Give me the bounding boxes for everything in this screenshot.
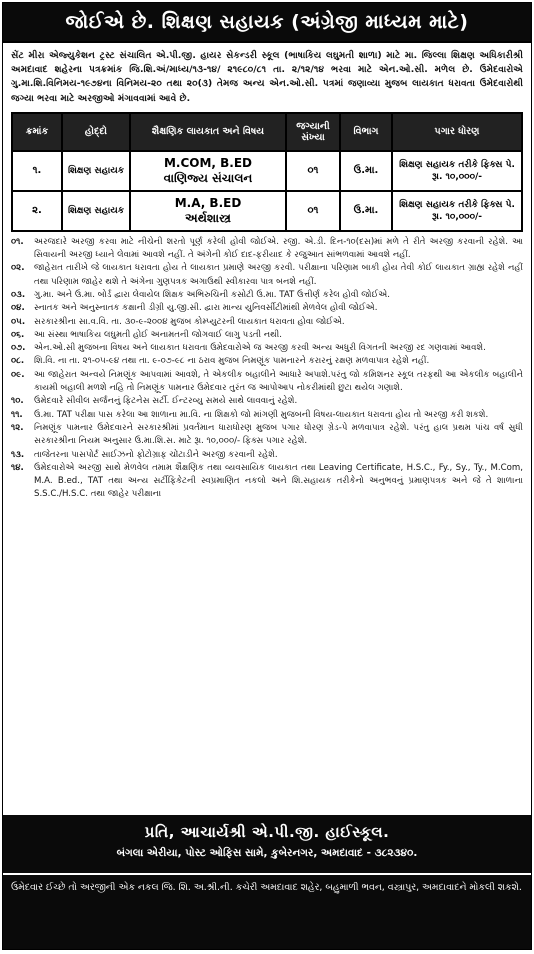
term-number: ૧૪. [11, 462, 24, 473]
col-header-qualification: શૈક્ષણિક લાયકાત અને વિષય [130, 113, 286, 151]
address-block [3, 815, 531, 873]
term-text: એન.ઓ.સી મુજબના વિષય અને લાયકાત ધરાવતા ઉમેદવારોએ જ અરજી કરવી અન્ય અધુરી વિગતની અરજી રદ ગણવામાં આવશે. [34, 343, 486, 354]
posts-table-wrap [3, 108, 531, 232]
qualification-degree: M.A, B.ED [174, 195, 242, 210]
term-text: તાજેતરના પાસપોર્ટ સાઈઝનો ફોટોગ્રાફ ચોંટાડીને અરજી કરવાની રહેશે. [34, 449, 278, 460]
col-header-no: ક્રમાંક [12, 113, 62, 151]
qualification-subject: વાણિજ્ય સંચાલન [163, 170, 253, 185]
cell-pay: શિક્ષણ સહાયક તરીકે ફિક્સ પે. રૂા. ૧૦,૦૦૦/- [392, 151, 522, 191]
list-item [11, 262, 523, 289]
term-text: ઉ.મા. TAT પરીક્ષા પાસ કરેલા આ શાળાના મા.વિ. ના શિક્ષકો જો માંગણી મુજબની વિષય-લાયકાત ધરાવતા હોય તો અરજી કરી શકશે. [34, 409, 489, 420]
list-item [11, 422, 523, 449]
cell-no: ૧. [12, 151, 62, 191]
term-number: ૦૪. [11, 303, 25, 314]
table-header-row [12, 113, 522, 151]
list-item [11, 316, 523, 329]
term-number: ૧૧. [11, 409, 23, 420]
list-item [11, 395, 523, 408]
col-header-pay: પગાર ધોરણ [392, 113, 522, 151]
col-header-count: જગ્યાની સંખ્યા [286, 113, 340, 151]
list-item [11, 342, 523, 355]
term-text: નિમણૂંક પામનાર ઉમેદવારને સરકારશ્રીમાં પ્રવર્તમાન ધારાધોરણ મુજબ પગાર ધોરણ ગ્રેડ-પે મળવાપાત્ર રહેશે. પરંતુ હાલ પ્રથમ પાંચ વર્ષ સુધી સરકારશ્રીના નિયમ અનુસાર ઉ.મા.શિ.સ. માટે રૂા. ૧૦,૦૦૦/- ફિક્સ પગાર રહેશે. [34, 422, 523, 447]
posts-table [11, 112, 523, 232]
col-header-post: હોદ્દો [62, 113, 130, 151]
list-item [11, 409, 523, 422]
cell-post: શિક્ષણ સહાયક [62, 151, 130, 191]
footer-note: ઉમેદવાર ઈચ્છે તો અરજીની એક નકલ જિ. શિ. અ.શ્રી.ની. કચેરી અમદાવાદ શહેર, બહુમાળી ભવન, વસ્ત્રાપુર, અમદાવાદને મોકલી શકશે. [3, 873, 531, 949]
col-header-dept: વિભાગ [340, 113, 392, 151]
qualification-degree: M.COM, B.ED [163, 155, 253, 170]
list-item [11, 369, 523, 396]
term-number: ૦૧. [11, 236, 24, 247]
cell-count: ૦૧ [286, 191, 340, 231]
cell-qualification [130, 151, 286, 191]
term-number: ૦૨. [11, 263, 25, 274]
term-text: અરજદારે અરજી કરવા માટે નીચેની શરતો પૂર્ણ કરેલી હોવી જોઈએ. રજી. એ.ડી. દિન-૧૦(દસ)માં મળે તે રીતે અરજી કરવાની રહેશે. આ સિવાયની અરજી ધ્યાને લેવામાં આવશે નહીં. તે અંગેની કોઈ દાદ-ફરીયાદ કે રજુઆત સાંભળવામાં આવશે નહીં. [34, 236, 523, 261]
cell-dept: ઉ.મા. [340, 191, 392, 231]
list-item [11, 236, 523, 263]
list-item [11, 302, 523, 315]
term-number: ૦૩. [11, 290, 26, 300]
term-number: ૧૦. [11, 396, 24, 407]
cell-pay: શિક્ષણ સહાયક તરીકે ફિક્સ પે. રૂા. ૧૦,૦૦૦/- [392, 191, 522, 231]
bottom-box [3, 815, 531, 949]
intro-paragraph: સેંટ મીરા એજ્યુકેશન ટ્રસ્ટ સંચાલિત એ.પી.જી. હાયર સેકન્ડરી સ્કૂલ (ભાષાકિય લઘુમતી શાળા) માટે મા. જિલ્લા શિક્ષણ અધિકારીશ્રી અમદાવાદ શહેરના પત્રક્રમાંક જિ.શિ.અં/માધ્ય/૧૩-૧૪/ ૨૧૯૮૦/૮૧ તા. ૨/૧૨/૧૪ ભરવા માટે એન.ઓ.સી. મળેલ છે. ઉમેદવારોએ ગુ.મા.શિ.વિનિમય-૧૯૭૪ના વિનિમય-૨૦ તથા ૨૦(૩) તેમજ અન્ય એન.ઓ.સી. પત્રમાં જણાવ્યા મુજબ લાયકાત ધરાવતા ઉમેદવારોથી જગ્યા ભરવા માટે અરજીઓ મંગાવવામાં આવે છે. [11, 50, 523, 104]
cell-post: શિક્ષણ સહાયક [62, 191, 130, 231]
cell-qualification [130, 191, 286, 231]
term-text: સરકારશ્રીના સા.વ.વિ. તા. ૩૦-૯-૨૦૦૪ મુજબ કોમ્પ્યુટરની લાયકાત ધરાવતા હોવા જોઈએ. [34, 316, 345, 327]
address-subtitle: બંગલા એરીયા, પોસ્ટ ઓફિસ સામે, કુબેરનગર, અમદાવાદ - ૩૮૨૩૪૦. [116, 847, 418, 859]
terms-list [3, 236, 531, 502]
term-text: આ સંસ્થા ભાષાકિય લઘુમતી હોઈ અનામતની જોગવાઈ લાગુ પડતી નથી. [34, 329, 282, 340]
list-item [11, 355, 523, 368]
term-number: ૦૬. [11, 329, 25, 340]
table-row [12, 191, 522, 231]
term-number: ૦૭. [11, 343, 26, 354]
term-number: ૦૯. [11, 369, 25, 380]
banner-title: જોઈએ છે. શિક્ષણ સહાયક (અંગ્રેજી માધ્યમ માટે) [3, 3, 531, 43]
term-number: ૧૨. [11, 422, 24, 433]
term-text: જાહેરાત તારીખે જે લાયકાત ધરાવતા હોય તે લાયકાત પ્રમાણે અરજી કરવી. પરીક્ષાના પરિણામ બાકી હોય તેવી કોઈ લાયકાત ગ્રાહ્ય રહેશે નહીં તથા પરિણામ જાહેર થશે તે અંગેના ગુણપત્રક અગાઉથી સ્વીકારવા પાત્ર બનશે નહીં. [34, 263, 523, 287]
term-text: ઉમેદવારે સીવીલ સર્જનનું ફિટનેસ સર્ટી. ઈન્ટરવ્યુ સમયે સાથે લાવવાનું રહેશે. [34, 396, 298, 407]
advertisement-page [2, 2, 532, 950]
list-item [11, 329, 523, 342]
term-text: ગુ.મા. અને ઉ.મા. બોર્ડ દ્વારા લેવાયેલ શિક્ષક અભિરુચિની કસોટી ઉ.મા. TAT ઉત્તીર્ણ કરેલ હોવી જોઈએ. [34, 290, 391, 300]
term-text: સ્નાતક અને અનુસ્નાતક કક્ષાની ડીગ્રી યુ.જી.સી. દ્વારા માન્ય યુનિવર્સીટીમાંથી મેળવેલ હોવી જોઈએ. [34, 303, 378, 314]
qualification-subject: અર્થશાસ્ત્ર [185, 210, 231, 225]
list-item [11, 289, 523, 302]
cell-dept: ઉ.મા. [340, 151, 392, 191]
term-number: ૧૩. [11, 449, 25, 460]
address-title: પ્રતિ, આચાર્યશ્રી એ.પી.જી. હાઈસ્કૂલ. [144, 823, 390, 841]
list-item [11, 462, 523, 502]
term-text: આ જાહેરાત અન્વયે નિમણૂંક આપવામાં આવશે, તે એકલીક બહાલીને આધારે અપાશે.પરંતુ જો કમિશનર સ્કૂલ તરફથી આ એકલીક બહાલીને કાયમી બહાલી મળશે નહિ તો નિમણૂંક પામનાર ઉમેદવાર તુરંત જ આપોઆપ નોકરીમાંથી છુટા થયેલ ગણાશે. [34, 369, 523, 394]
table-row [12, 151, 522, 191]
list-item [11, 449, 523, 462]
term-text: ઉમેદવારોએ અરજી સાથે મેળવેલ તમામ શૈક્ષણિક તથા વ્યવસાયિક લાયકાત તથા Leaving Certificate, H.S.C., Fy., Sy., Ty., M.Com, M.A. B.ed., TAT તથા અન્ય સર્ટીફિકેટની સ્વપ્રમાણિત નકલો અને શિ.સહાયક તરીકેનો અનુભવનું પ્રમાણપત્રક અને જે તે શાળાના S.S.C./H.S.C. તથા જાહેર પરીક્ષાના [34, 462, 523, 500]
term-number: ૦૮. [11, 356, 25, 367]
cell-no: ૨. [12, 191, 62, 231]
term-text: શિ.વિ. ના તા. ૨૧-૦૫-૯૪ તથા તા. ૯-૦૭-૯૮ ના ઠરાવ મુજબ નિમણૂંક પામનારને કરારનું રક્ષણ મળવાપાત્ર રહેશે નહીં. [34, 356, 430, 367]
term-number: ૦૫. [11, 316, 26, 327]
cell-count: ૦૧ [286, 151, 340, 191]
